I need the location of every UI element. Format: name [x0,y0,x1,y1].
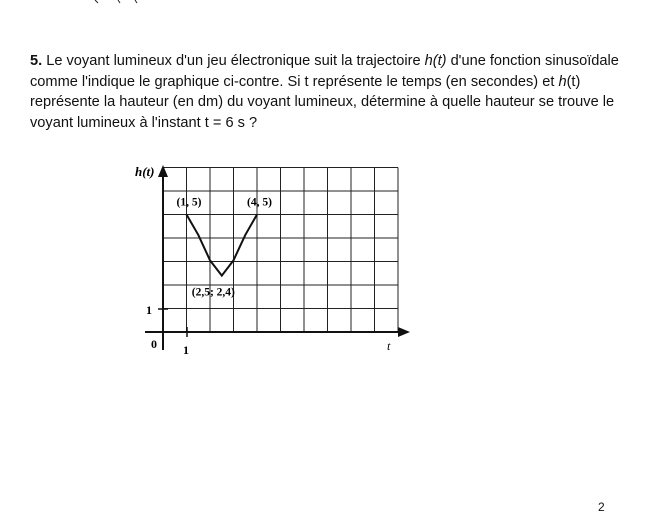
function-name-ht: h(t) [424,53,447,69]
y-axis-label: h(t) [135,164,155,179]
function-name-h: h [558,73,567,90]
y-axis-arrow [158,165,168,177]
x-tick-label: 1 [183,343,189,357]
x-axis-label: t [387,339,391,353]
point-label: (2,5; 2,4) [191,286,235,299]
point-label: (1, 5) [176,196,202,209]
problem-text-3: (t) représente la hauteur (en dm) du voyant lumineux, détermine à quelle hauteur se trouve le voyant lumineux à l'instant t = 6 s ? [30,73,615,131]
curve [187,215,258,276]
x-axis-arrow [398,327,410,337]
problem-number: 5. [30,53,43,69]
page-number: 2 [598,500,605,514]
problem-statement [30,51,630,133]
y-tick-label: 1 [146,303,152,317]
sinusoid-graph [120,155,420,360]
point-label: (4, 5) [247,196,272,209]
problem-text-1: Le voyant lumineux d'un jeu électronique suit la trajectoire [42,53,425,69]
grid-lines [163,168,398,333]
problem-text-2: d'une fonction sinusoïdale comme l'indique le graphique ci-contre. Si t représente le temps (en secondes) et [30,53,619,90]
top-edge-marks [0,0,648,8]
origin-label: 0 [151,337,157,351]
